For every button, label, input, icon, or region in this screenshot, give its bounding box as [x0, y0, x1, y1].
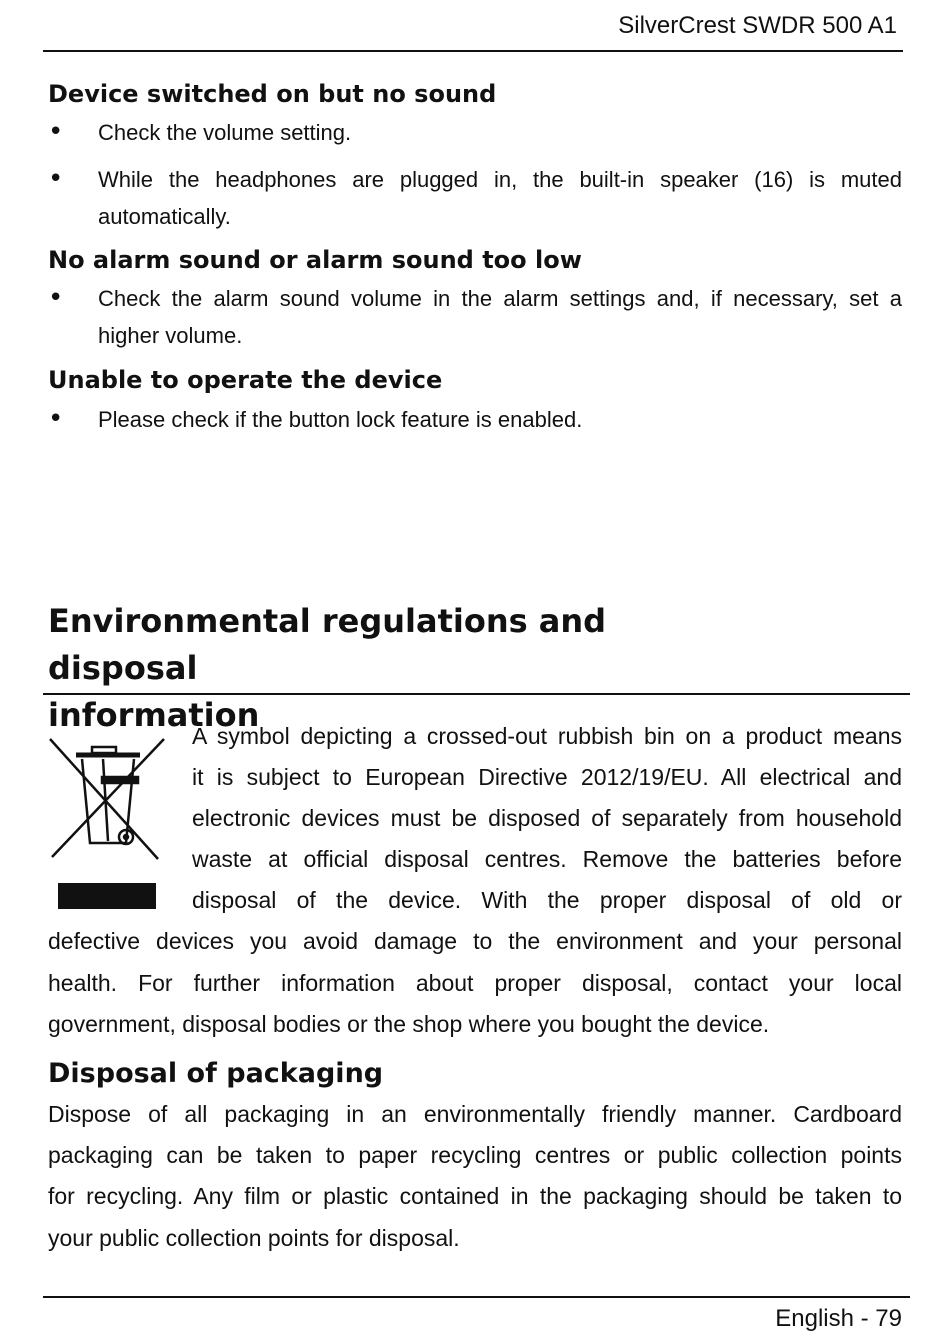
- bullet-icon: •: [48, 164, 64, 194]
- header-title: SilverCrest SWDR 500 A1: [618, 12, 897, 39]
- crossed-out-bin-icon: [48, 733, 168, 913]
- heading-disposal-of-packaging: Disposal of packaging: [48, 1058, 384, 1089]
- list-item: • Please check if the button lock feature is enabled.: [48, 401, 902, 438]
- list-item: • Check the alarm sound volume in the alarm settings and, if necessary, set a higher volume.: [48, 280, 902, 354]
- page-number: English - 79: [775, 1305, 902, 1332]
- footer-divider: [43, 1296, 910, 1298]
- heading-no-alarm-sound: No alarm sound or alarm sound too low: [48, 246, 582, 274]
- list-item: • While the headphones are plugged in, the built-in speaker (16) is muted automatically.: [48, 161, 902, 235]
- section-divider: [43, 693, 910, 695]
- heading-no-sound: Device switched on but no sound: [48, 80, 497, 108]
- list-item: • Check the volume setting.: [48, 114, 902, 151]
- bullet-icon: •: [48, 404, 64, 434]
- bullet-icon: •: [48, 283, 64, 313]
- section-title-environment: Environmental regulations and disposal information: [48, 602, 607, 734]
- page-header: [43, 4, 903, 52]
- bullet-icon: •: [48, 117, 64, 147]
- heading-unable-to-operate: Unable to operate the device: [48, 366, 443, 394]
